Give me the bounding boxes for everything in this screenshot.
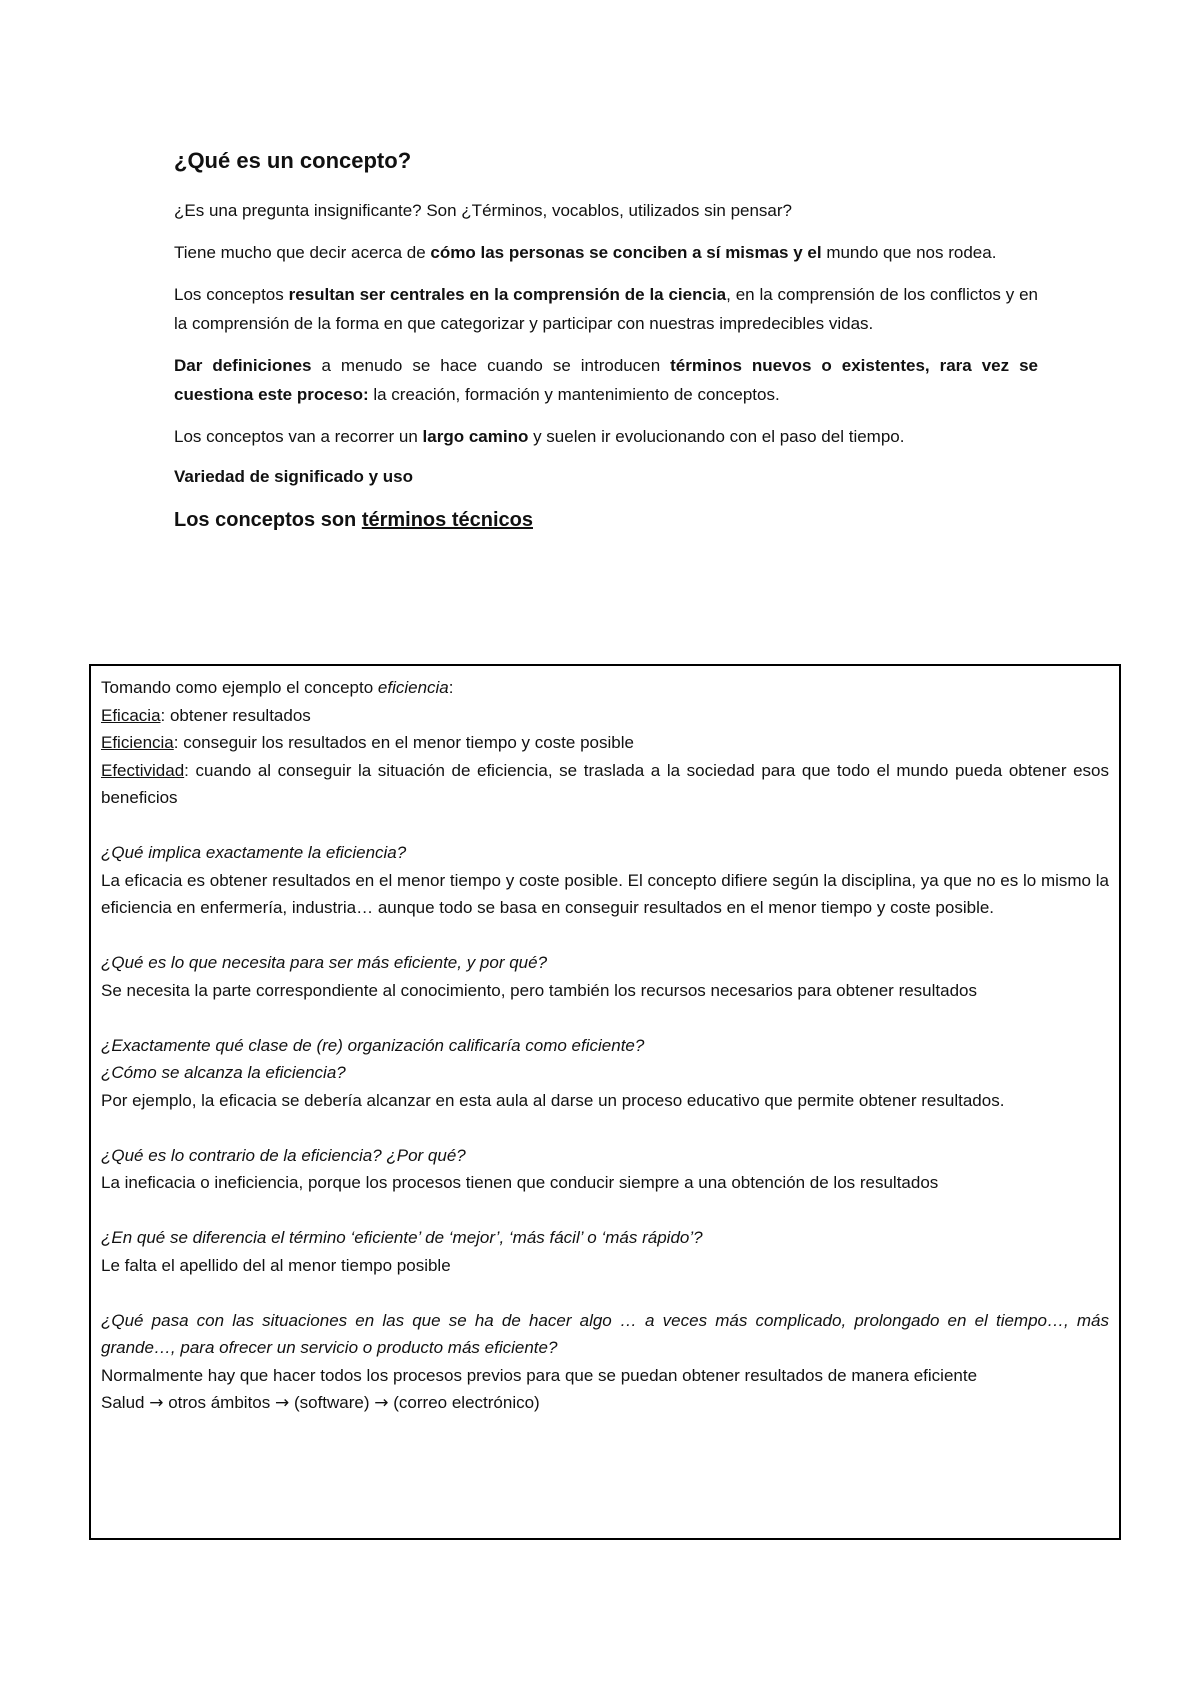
definition-text: : obtener resultados <box>160 705 311 725</box>
answer-3: Por ejemplo, la eficacia se debería alcanzar en esta aula al darse un proceso educativo que permite obtener resultados. <box>101 1090 1005 1110</box>
arrow-right-icon: → <box>374 1393 389 1413</box>
italic-run: eficiencia <box>377 678 449 697</box>
question-4: ¿Qué es lo contrario de la eficiencia? ¿Por qué? <box>101 1145 466 1165</box>
answer-4: La ineficacia o ineficiencia, porque los procesos tienen que conducir siempre a una obtención de los resultados <box>101 1173 939 1192</box>
question-3b: ¿Cómo se alcanza la eficiencia? <box>101 1063 346 1082</box>
text-run: y suelen ir evolucionando con el paso del tiempo. <box>528 427 905 446</box>
chain-step: (software) <box>293 1393 370 1412</box>
page-title: ¿Qué es un concepto? <box>174 148 412 173</box>
chain-step: Salud <box>101 1393 145 1412</box>
spacer <box>101 812 1109 840</box>
definition-efectividad <box>101 757 1109 812</box>
term-eficacia: Eficacia <box>101 705 161 725</box>
intro-paragraph-2 <box>174 238 1038 267</box>
bold-run: Dar definiciones <box>174 356 312 375</box>
definition-text: : cuando al conseguir la situación de eficiencia, se traslada a la sociedad para que todo el mundo pueda obtener esos beneficios <box>101 760 1109 807</box>
answer-5: Le falta el apellido del al menor tiempo posible <box>101 1255 451 1275</box>
spacer <box>101 1114 1109 1142</box>
question-2: ¿Qué es lo que necesita para ser más eficiente, y por qué? <box>101 953 548 972</box>
question-5: ¿En qué se diferencia el término ‘eficiente’ de ‘mejor’, ‘más fácil’ o ‘más rápido’? <box>101 1228 703 1247</box>
intro-paragraph-5 <box>174 422 1038 451</box>
intro-paragraph-4 <box>174 351 1038 409</box>
bold-run: resultan ser centrales en la comprensión de la ciencia <box>288 285 727 304</box>
question-6: ¿Qué pasa con las situaciones en las que se ha de hacer algo … a veces más complicado, prolongado en el tiempo…, más grande…, para ofrecer un servicio o producto más eficiente? <box>101 1310 1109 1357</box>
question-1: ¿Qué implica exactamente la eficiencia? <box>101 843 407 862</box>
definition-text: : conseguir los resultados en el menor tiempo y coste posible <box>173 733 634 752</box>
arrow-right-icon: → <box>274 1393 290 1413</box>
arrow-right-icon: → <box>149 1393 164 1413</box>
text-run: Los conceptos van a recorrer un <box>174 427 423 446</box>
document-body <box>174 148 1038 532</box>
definition-eficacia <box>101 702 1109 730</box>
intro-paragraph-1: ¿Es una pregunta insignificante? Son ¿Términos, vocablos, utilizados sin pensar? <box>174 201 793 220</box>
answer-1: La eficacia es obtener resultados en el menor tiempo y coste posible. El concepto difiere según la disciplina, ya que no es lo mismo la eficiencia en enfermería, industria… aunque todo se basa en conseguir resultados en el menor tiempo y coste posible. <box>101 870 1109 917</box>
text-run: Tomando como ejemplo el concepto <box>101 678 378 697</box>
bold-run: cómo las personas se conciben a sí mismas y el <box>430 243 822 262</box>
intro-paragraph-3 <box>174 280 1038 338</box>
domain-chain <box>101 1389 1109 1418</box>
example-box <box>89 664 1121 1540</box>
box-intro-line <box>101 674 1109 702</box>
spacer <box>101 1004 1109 1032</box>
definition-eficiencia <box>101 729 1109 757</box>
spacer <box>101 1279 1109 1307</box>
bold-run: términos nuevos o existentes, rara vez se cuestiona este proceso: <box>174 356 1038 404</box>
chain-step: otros ámbitos <box>168 1393 271 1412</box>
text-run: la creación, formación y mantenimiento de conceptos. <box>368 385 780 404</box>
text-run: , en la comprensión de los conflictos y en la comprensión de la forma en que categorizar y participar con nuestras impredecibles vidas. <box>174 285 1039 333</box>
answer-2: Se necesita la parte correspondiente al conocimiento, pero también los recursos necesarios para obtener resultados <box>101 980 977 1000</box>
question-3a: ¿Exactamente qué clase de (re) organización calificaría como eficiente? <box>101 1035 645 1055</box>
text-run: : <box>448 678 454 697</box>
text-run: Los conceptos <box>174 285 289 304</box>
bold-run: largo camino <box>422 427 529 446</box>
heading-underlined-text: términos técnicos <box>361 509 533 531</box>
term-eficiencia: Eficiencia <box>101 733 174 752</box>
subsection-label: Variedad de significado y uso <box>174 467 414 486</box>
text-run: Tiene mucho que decir acerca de <box>174 243 431 262</box>
text-run: mundo que nos rodea. <box>821 243 997 262</box>
heading-text: Los conceptos son <box>174 509 362 531</box>
section-heading <box>174 508 1038 532</box>
chain-step: (correo electrónico) <box>393 1393 540 1412</box>
answer-6: Normalmente hay que hacer todos los procesos previos para que se puedan obtener resultados de manera eficiente <box>101 1365 978 1385</box>
spacer <box>101 922 1109 950</box>
term-efectividad: Efectividad <box>101 760 185 780</box>
spacer <box>101 1197 1109 1225</box>
text-run: a menudo se hace cuando se introducen <box>311 356 671 375</box>
